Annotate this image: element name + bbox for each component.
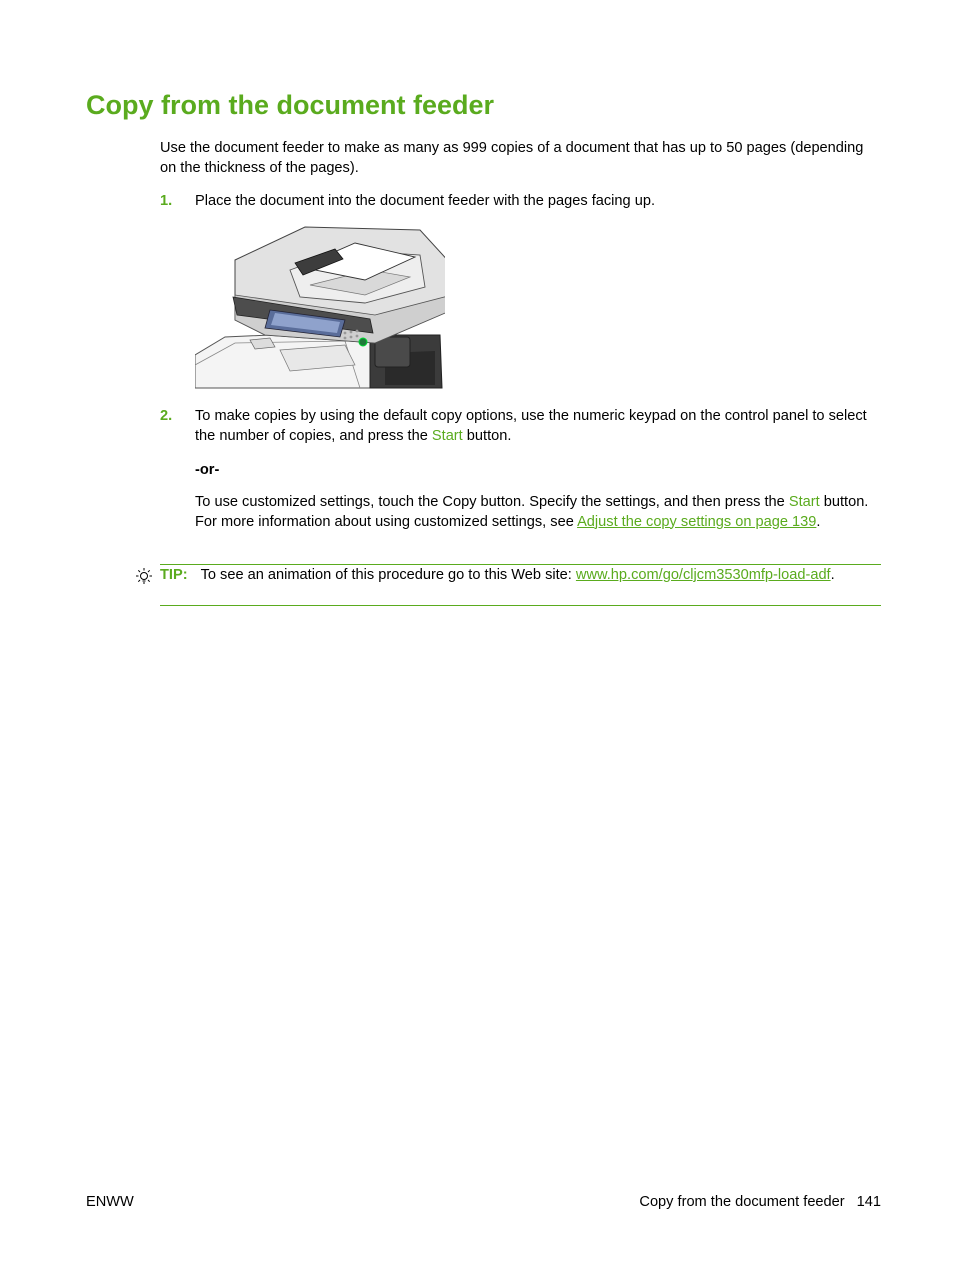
alt-text-1: To use customized settings, touch the Copy button. Specify the settings, and then press the bbox=[195, 494, 785, 510]
footer-left: ENWW bbox=[86, 1194, 134, 1210]
step-2-text-before: To make copies by using the default copy options, use the numeric keypad on the control panel to select the number of copies, and press the bbox=[195, 408, 867, 444]
step-2-alternative bbox=[195, 493, 881, 532]
footer-right bbox=[639, 1193, 881, 1212]
step-2-text-after: button. bbox=[466, 427, 512, 444]
tip-end: . bbox=[830, 567, 835, 583]
intro-paragraph: Use the document feeder to make as many as 999 copies of a document that has up to 50 pages (depending on the thickness of the pages). bbox=[160, 140, 864, 176]
tip-text bbox=[160, 566, 881, 586]
printer-illustration bbox=[195, 225, 445, 390]
alt-text-2: button. For more information about using customized settings, see bbox=[195, 494, 869, 530]
animation-web-link[interactable]: www.hp.com/go/cljcm3530mfp-load-adf bbox=[575, 567, 831, 583]
alt-start-button-label: Start bbox=[788, 494, 820, 510]
step-1-number: 1. bbox=[160, 193, 173, 209]
or-separator: -or- bbox=[195, 462, 220, 478]
page-number: 141 bbox=[856, 1194, 881, 1210]
page-title: Copy from the document feeder bbox=[86, 90, 495, 120]
adjust-copy-settings-link[interactable]: Adjust the copy settings on page 139 bbox=[577, 513, 817, 530]
lightbulb-icon bbox=[134, 567, 154, 587]
footer-section: Copy from the document feeder bbox=[639, 1194, 845, 1210]
step-1-text: Place the document into the document feeder with the pages facing up. bbox=[195, 193, 656, 209]
step-2-number: 2. bbox=[160, 408, 173, 424]
start-button-label: Start bbox=[431, 427, 463, 444]
tip-label: TIP: bbox=[160, 567, 188, 583]
tip-body: To see an animation of this procedure go to this Web site: bbox=[200, 567, 572, 583]
step-2-text bbox=[195, 407, 885, 446]
alt-end: . bbox=[816, 513, 821, 530]
